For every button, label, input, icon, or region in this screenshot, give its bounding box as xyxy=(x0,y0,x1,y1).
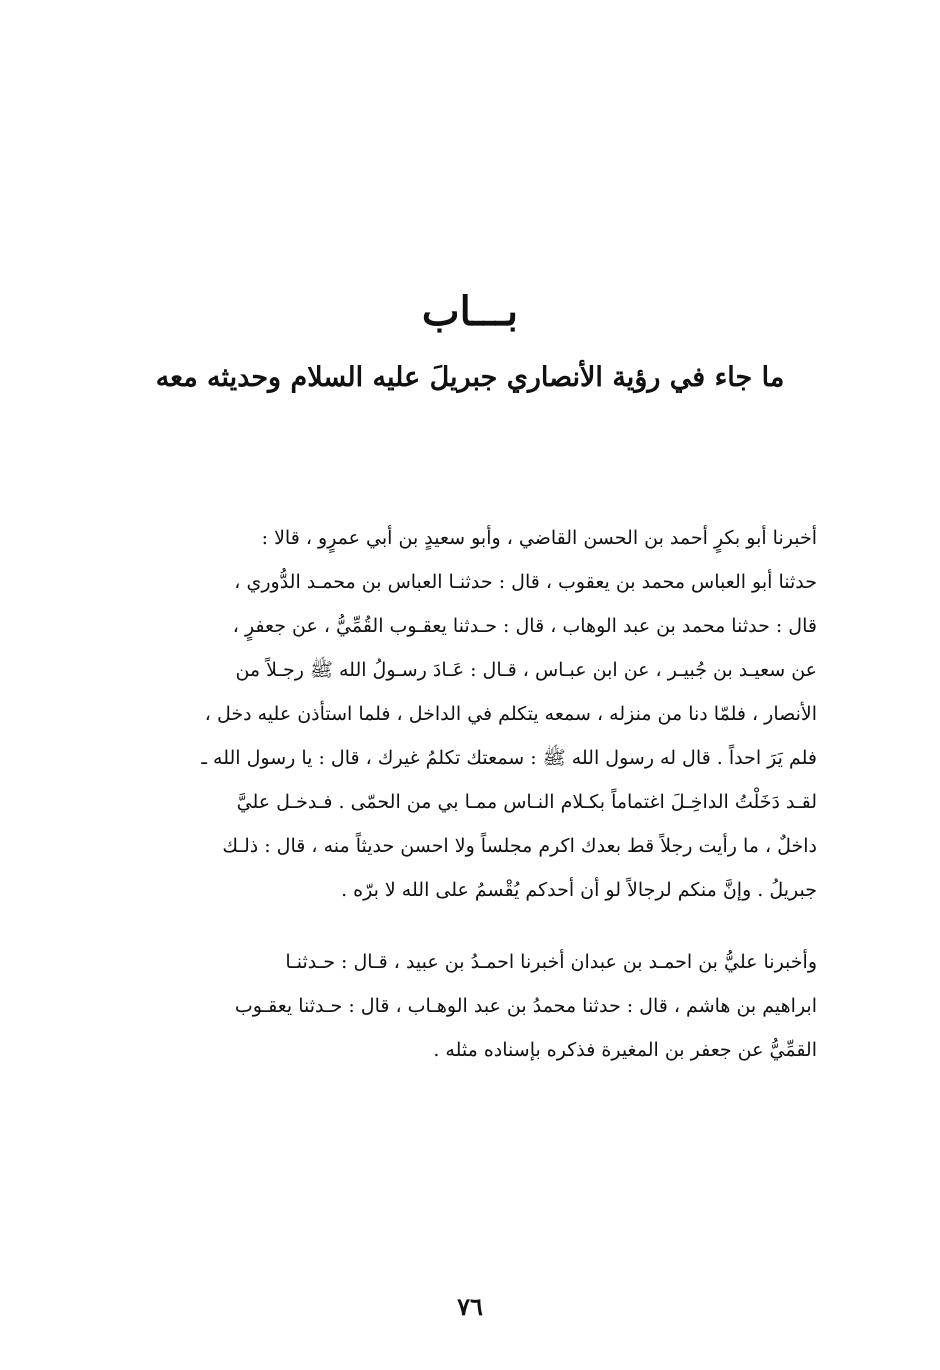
paragraph-1-line-2: حدثنا أبو العباس محمد بن يعقوب ، قال : حدثنـا العباس بن محمـد الدُّوري ، xyxy=(234,571,817,593)
paragraph-2 xyxy=(115,940,817,1072)
paragraph-1 xyxy=(115,516,817,912)
paragraph-2-line-2: ابراهيم بن هاشم ، قال : حدثنا محمدُ بن عبد الوهـاب ، قال : حـدثنا يعقـوب xyxy=(234,995,817,1017)
paragraph-1-line-3: قال : حدثنا محمد بن عبد الوهاب ، قال : حـدثنا يعقـوب القُمِّيُّ ، عن جعفرٍ ، xyxy=(232,615,817,637)
paragraph-1-line-5: الأنصار ، فلمّا دنا من منزله ، سمعه يتكلم في الداخل ، فلما استأذن عليه دخل ، xyxy=(204,703,817,725)
paragraph-1-line-6: فلم يَرَ احداً . قال له رسول الله ﷺ : سمعتك تكلمُ غيرك ، قال : يا رسول الله ـ xyxy=(201,747,817,769)
chapter-title: ما جاء في رؤية الأنصاري جبريلَ عليه السلام وحديثه معه xyxy=(155,362,785,393)
paragraph-1-line-1: أخبرنا أبو بكرٍ أحمد بن الحسن القاضي ، وأبو سعيدٍ بن أبي عمرٍو ، قالا : xyxy=(261,527,817,549)
paragraph-1-line-9: جبريلُ . وإنَّ منكم لرجالاً لو أن أحدكم يُقْسمُ على الله لا برّه . xyxy=(341,879,817,901)
paragraph-2-line-1: وأخبرنا عليُّ بن احمـد بن عبدان أخبرنا احمـدُ بن عبيد ، قـال : حـدثنـا xyxy=(285,951,817,973)
paragraph-1-line-8: داخلٌ ، ما رأيت رجلاً قط بعدك اكرم مجلساً ولا احسن حديثاً منه ، قال : ذلـك xyxy=(222,835,817,857)
chapter-heading: بـــاب xyxy=(421,288,519,335)
page-number: ٧٦ xyxy=(457,1292,483,1321)
paragraph-1-line-4: عن سعيـد بن جُبيـر ، عن ابن عبـاس ، قـال : عَـادَ رسـولُ الله ﷺ رجـلاً من xyxy=(235,659,817,681)
paragraph-2-line-3: القمِّيُّ عن جعفر بن المغيرة فذكره بإسناده مثله . xyxy=(433,1039,817,1061)
paragraph-1-line-7: لقـد دَخَلْتُ الداخِـلَ اغتماماً بكـلام النـاس ممـا بي من الحمّى . فـدخـل عليَّ xyxy=(236,791,817,813)
